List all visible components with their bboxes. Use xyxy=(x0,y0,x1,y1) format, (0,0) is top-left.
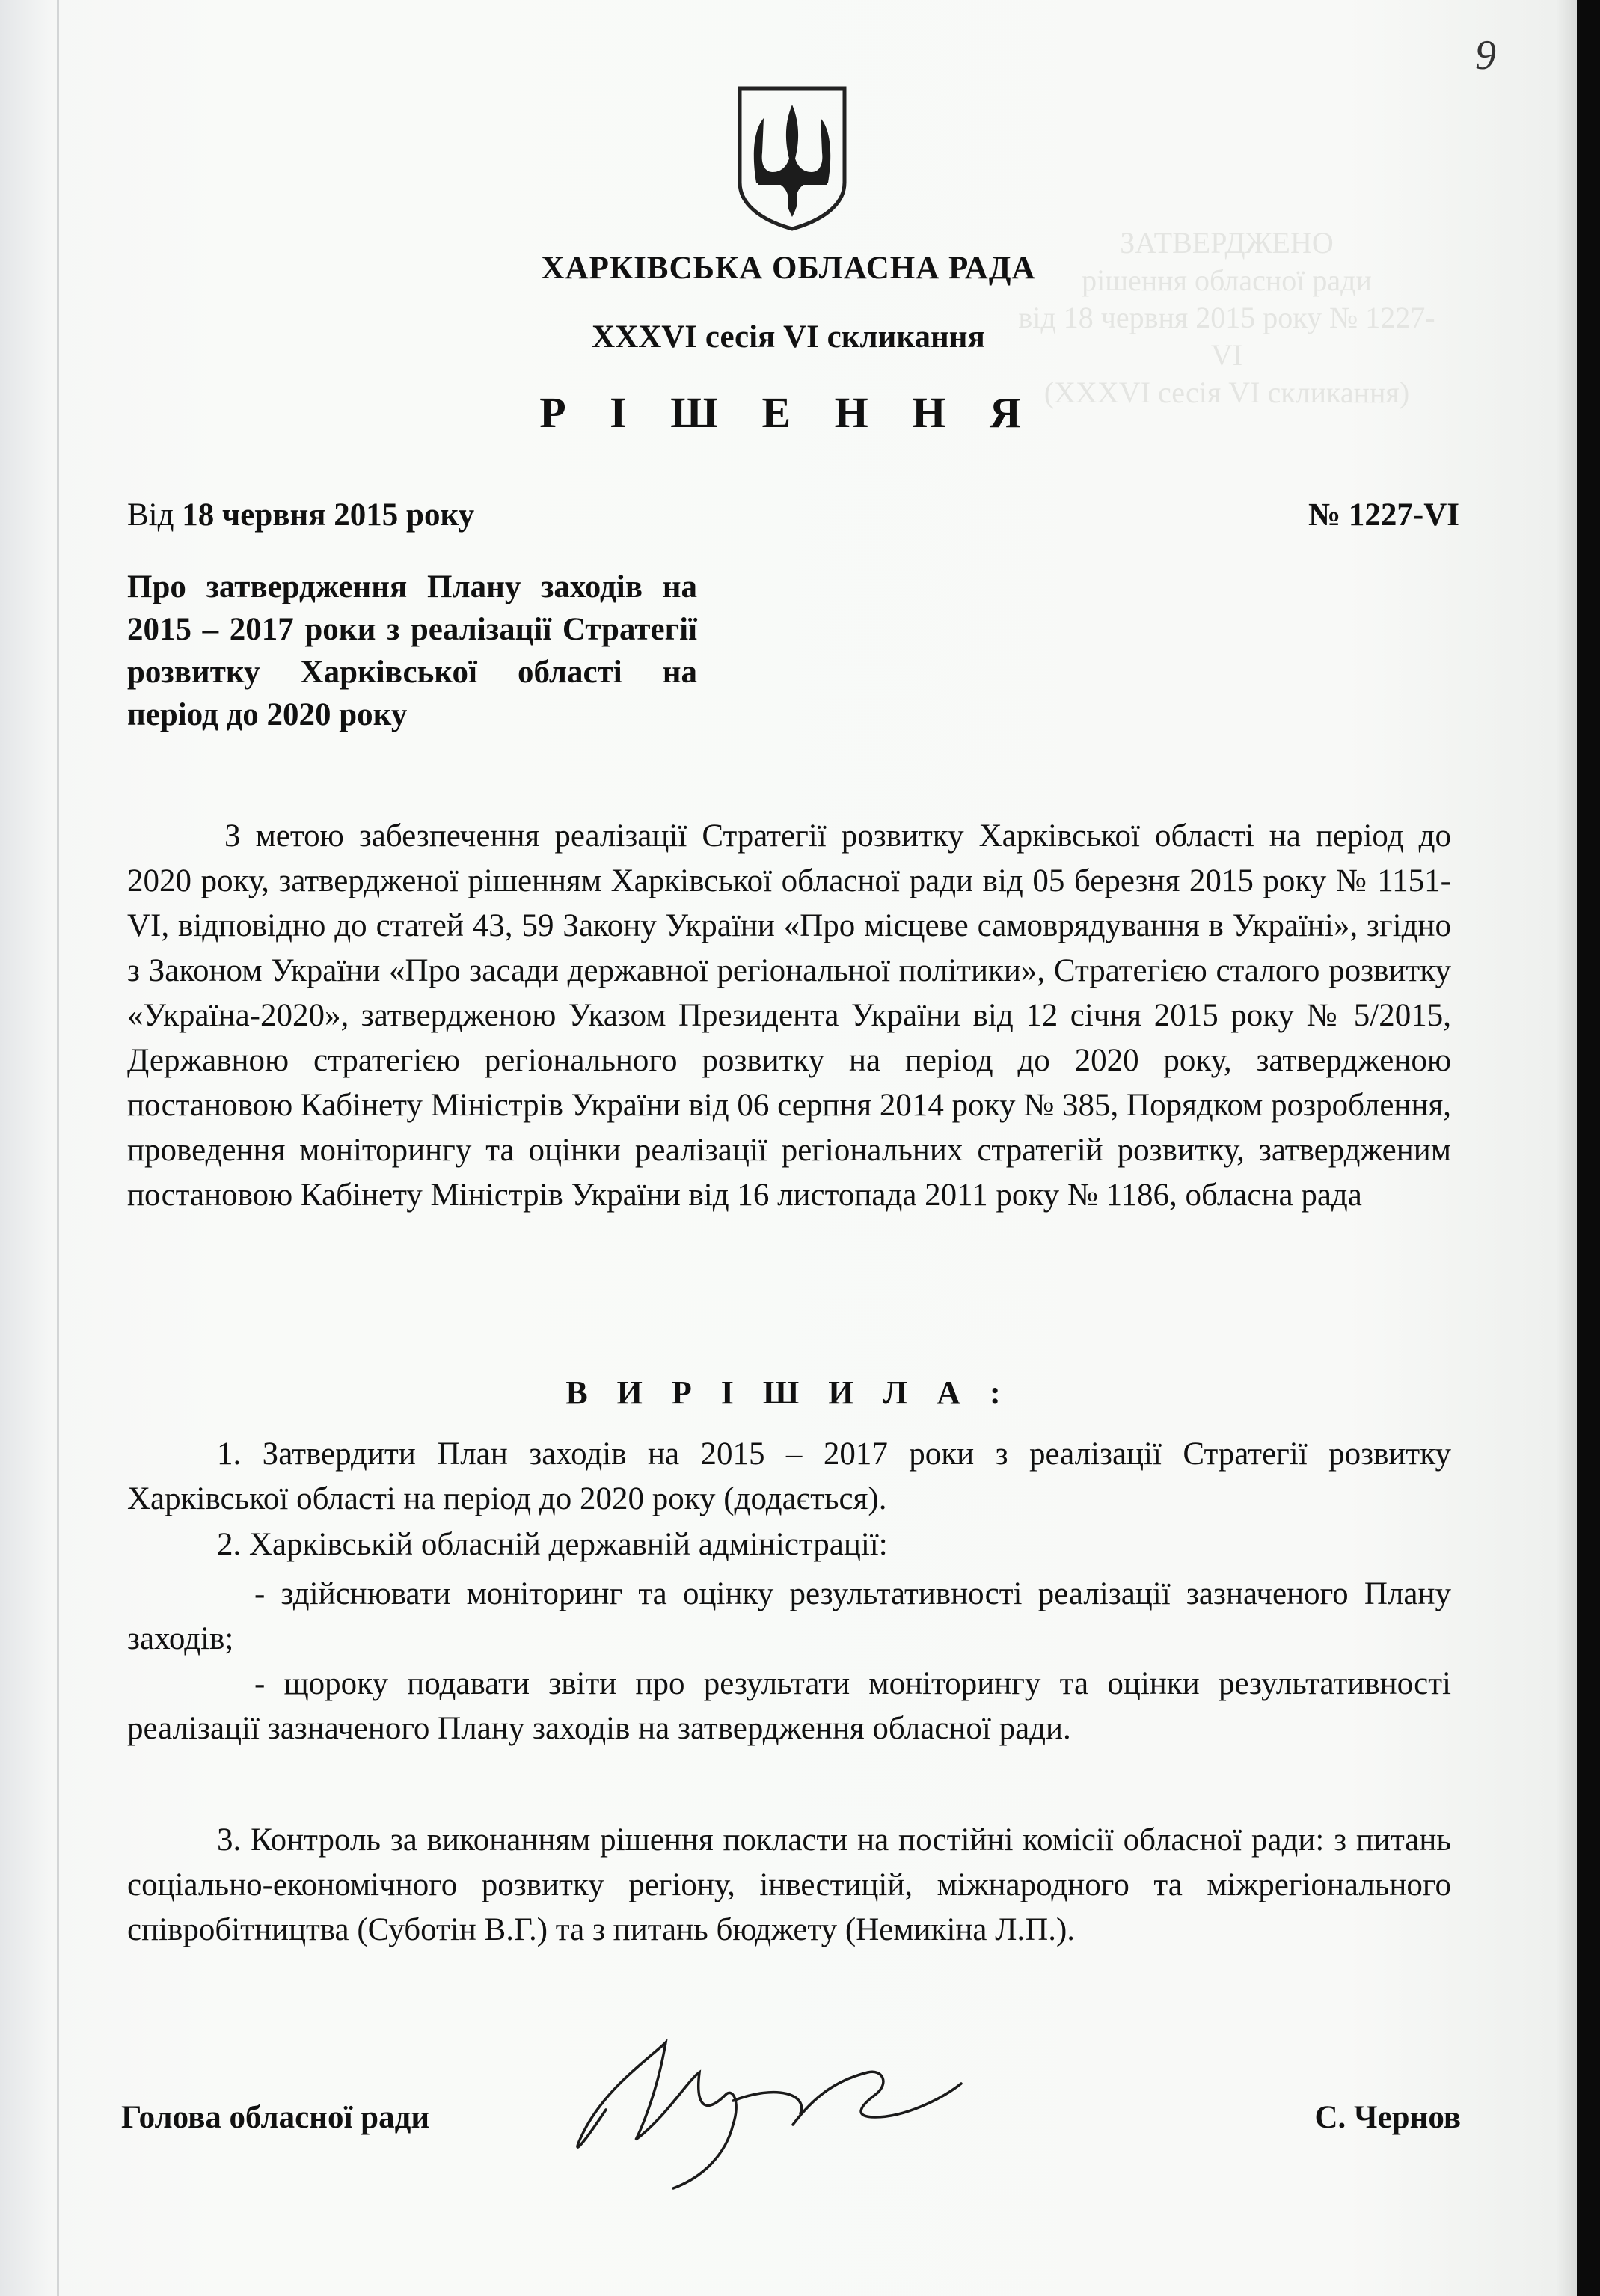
date-prefix: Від xyxy=(127,498,183,533)
signatory-name: С. Чернов xyxy=(1314,2100,1461,2135)
bleed-through-text: ЗАТВЕРДЖЕНО рішення обласної ради від 18 червня 2015 року № 1227-VI (XXXVI сесія VI скликання) xyxy=(1018,226,1435,409)
page-number: 9 xyxy=(1475,32,1496,79)
signatory-title: Голова обласної ради xyxy=(121,2100,430,2135)
handwritten-signature xyxy=(554,2012,972,2199)
trident-emblem-icon xyxy=(735,84,849,232)
resolution-item-2: 2. Харківській обласній державній адміністрації: xyxy=(217,1527,888,1562)
session-title: XXXVI сесія VI скликання xyxy=(592,319,985,355)
decision-number: № 1227-VI xyxy=(1308,498,1459,533)
resolution-item-3: 3. Контроль за виконанням рішення покласти на постійні комісії обласної ради: з питань соціально-економічного розвитку регіону, інвестицій, міжнародного та міжрегіонального співробітництва (Суботін В.Г.) та з питань бюджету (Немикіна Л.П.). xyxy=(127,1822,1451,1947)
resolved-heading: В И Р І Ш И Л А : xyxy=(565,1374,1011,1411)
resolution-subitem-2: - щороку подавати звіти про результати моніторингу та оцінки результативності реалізації зазначеного Плану заходів на затвердження обласної ради. xyxy=(127,1666,1451,1746)
scan-edge xyxy=(1577,0,1600,2296)
decision-subject: Про затвердження Плану заходів на 2015 – 2017 роки з реалізації Стратегії розвитку Харківської області на період до 2020 року xyxy=(127,569,697,732)
preamble-paragraph: З метою забезпечення реалізації Стратегії розвитку Харківської області на період до 2020 року, затвердженої рішенням Харківської обласної ради від 05 березня 2015 року № 1151-VI, відповідно до статей 43, 59 Закону України «Про місцеве самоврядування в Україні», згідно з Законом України «Про засади державної регіональної політики», Стратегією сталого розвитку «Україна-2020», затвердженою Указом Президента України від 12 січня 2015 року № 5/2015, Державною стратегією регіонального розвитку на період до 2020 року, затвердженою постановою Кабінету Міністрів України від 06 серпня 2014 року № 385, Порядком розроблення, проведення моніторингу та оцінки реалізації регіональних стратегій розвитку, затвердженим постановою Кабінету Міністрів України від 16 листопада 2011 року № 1186, обласна рада xyxy=(127,818,1451,1213)
resolution-subitem-1: - здійснювати моніторинг та оцінку результативності реалізації зазначеного Плану заходів; xyxy=(127,1576,1451,1656)
document-type-heading: Р І Ш Е Н Н Я xyxy=(539,388,1037,437)
resolution-item-1: 1. Затвердити План заходів на 2015 – 2017 роки з реалізації Стратегії розвитку Харківської області на період до 2020 року (додається). xyxy=(127,1436,1451,1516)
date-value: 18 червня 2015 року xyxy=(182,498,475,533)
decision-date xyxy=(127,497,474,533)
council-name: ХАРКІВСЬКА ОБЛАСНА РАДА xyxy=(541,251,1036,286)
